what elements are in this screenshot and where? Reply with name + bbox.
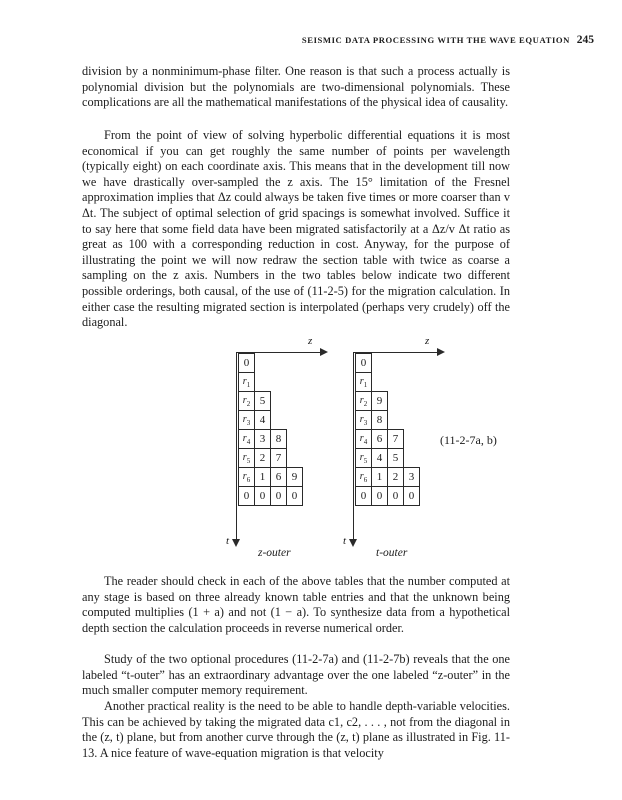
- table-row: [239, 411, 303, 430]
- empty-cell: [255, 373, 271, 392]
- table-row: [239, 449, 303, 468]
- table-cell: 0: [356, 354, 372, 373]
- running-title: SEISMIC DATA PROCESSING WITH THE WAVE EQUATION: [301, 35, 570, 45]
- table-cell: 8: [271, 430, 287, 449]
- table-row: [239, 430, 303, 449]
- paragraph-4: Study of the two optional procedures (11-2-7a) and (11-2-7b) reveals that the one labeled “t-outer” has an extraordinary advantage over the one labeled “z-outer” in the much smaller computer memory requirement.: [82, 652, 510, 698]
- caption-z-outer: z-outer: [258, 547, 291, 559]
- table-cell: 7: [271, 449, 287, 468]
- equation-label: (11-2-7a, b): [440, 433, 497, 447]
- t-axis-label-b: t: [343, 535, 347, 547]
- empty-cell: [404, 392, 420, 411]
- empty-cell: [404, 373, 420, 392]
- table-row: [239, 468, 303, 487]
- table-cell: 0: [255, 487, 271, 506]
- empty-cell: [287, 354, 303, 373]
- table-cell: $r_4$: [356, 430, 372, 449]
- table-cell: 3: [404, 468, 420, 487]
- t-axis-arrow-a: [232, 539, 240, 547]
- empty-cell: [271, 411, 287, 430]
- table-cell: $r_6$: [239, 468, 255, 487]
- table-cell: $r_1$: [356, 373, 372, 392]
- z-outer-table: [238, 353, 303, 506]
- table-cell: $r_2$: [239, 392, 255, 411]
- table-cell: 2: [255, 449, 271, 468]
- t-axis-b: [353, 352, 354, 540]
- paragraph-5: Another practical reality is the need to be able to handle depth-variable velocities. This can be achieved by taking the migrated data c1, c2, . . . , not from the diagonal in the (z, t) plane, but from another curve through the (z, t) plane as illustrated in Fig. 11-13. A nice feature of wave-equation migration is that velocity: [82, 699, 510, 760]
- empty-cell: [271, 354, 287, 373]
- z-axis-label-b: z: [425, 335, 430, 347]
- table-cell: 0: [388, 487, 404, 506]
- empty-cell: [404, 430, 420, 449]
- table-cell: 3: [255, 430, 271, 449]
- paragraph-1: division by a nonminimum-phase filter. One reason is that such a process actually is polynomial division but the polynomials are two-dimensional polynomials. These complications are all the mathematical manifestations of the physical idea of causality.: [82, 64, 510, 110]
- table-row: [356, 449, 420, 468]
- empty-cell: [287, 449, 303, 468]
- table-cell: $r_3$: [356, 411, 372, 430]
- table-cell: 7: [388, 430, 404, 449]
- z-axis-arrow-b: [437, 348, 445, 356]
- empty-cell: [287, 430, 303, 449]
- table-cell: 6: [372, 430, 388, 449]
- table-cell: 5: [388, 449, 404, 468]
- table-cell: 0: [271, 487, 287, 506]
- empty-cell: [404, 449, 420, 468]
- table-row: [356, 411, 420, 430]
- empty-cell: [388, 373, 404, 392]
- empty-cell: [271, 373, 287, 392]
- table-cell: $r_3$: [239, 411, 255, 430]
- empty-cell: [388, 411, 404, 430]
- empty-cell: [287, 392, 303, 411]
- empty-cell: [255, 354, 271, 373]
- table-cell: 0: [356, 487, 372, 506]
- empty-cell: [287, 373, 303, 392]
- table-cell: 4: [255, 411, 271, 430]
- table-cell: 5: [255, 392, 271, 411]
- empty-cell: [287, 411, 303, 430]
- table-row: [356, 468, 420, 487]
- table-row: [356, 373, 420, 392]
- table-cell: $r_5$: [239, 449, 255, 468]
- table-cell: $r_4$: [239, 430, 255, 449]
- t-axis-arrow-b: [349, 539, 357, 547]
- table-cell: $r_5$: [356, 449, 372, 468]
- table-row: [239, 373, 303, 392]
- running-header: [0, 34, 594, 46]
- table-cell: 9: [372, 392, 388, 411]
- table-cell: $r_1$: [239, 373, 255, 392]
- empty-cell: [372, 354, 388, 373]
- empty-cell: [404, 354, 420, 373]
- table-row: [239, 354, 303, 373]
- empty-cell: [404, 411, 420, 430]
- table-cell: 6: [271, 468, 287, 487]
- table-row: [356, 487, 420, 506]
- figure-migration-tables: [0, 335, 622, 567]
- t-axis-label-a: t: [226, 535, 230, 547]
- t-outer-table: [355, 353, 420, 506]
- table-cell: 0: [404, 487, 420, 506]
- z-axis-arrow-a: [320, 348, 328, 356]
- table-cell: 1: [372, 468, 388, 487]
- z-axis-label-a: z: [308, 335, 313, 347]
- table-cell: 9: [287, 468, 303, 487]
- table-cell: 1: [255, 468, 271, 487]
- table-row: [239, 392, 303, 411]
- empty-cell: [388, 392, 404, 411]
- caption-t-outer: t-outer: [376, 547, 408, 559]
- table-cell: $r_2$: [356, 392, 372, 411]
- empty-cell: [271, 392, 287, 411]
- table-cell: 0: [287, 487, 303, 506]
- table-cell: 0: [239, 354, 255, 373]
- table-row: [356, 392, 420, 411]
- table-cell: 8: [372, 411, 388, 430]
- page-number: 245: [576, 34, 594, 46]
- paragraph-3: The reader should check in each of the above tables that the number computed at any stage is based on three already known table entries and that the unknown being computed multiplies (1 + a) and not (1 − a). To synthesize data from a hypothetical depth section the calculation proceeds in reverse numerical order.: [82, 574, 510, 635]
- paragraph-2: From the point of view of solving hyperbolic differential equations it is most economical if you can get roughly the same number of points per wavelength (typically eight) on each coordinate axis. This means that in the development till now we have drastically over-sampled the z axis. The 15° limitation of the Fresnel approximation implies that Δz could always be taken five times or more coarser than v Δt. The subject of optimal selection of grid spacings is somewhat involved. Suffice it to say here that some field data have been migrated satisfactorily at a Δz/v Δt ratio as great as 100 with a corresponding reduction in cost. Anyway, for the purpose of illustrating the point we will now redraw the section table with twice as coarse a sampling on the z axis. Numbers in the two tables below indicate two different possible orderings, both causal, of the use of (11-2-5) for the migration calculation. In either case the resulting migrated section is interpolated (perhaps very crudely) off the diagonal.: [82, 128, 510, 330]
- table-cell: $r_6$: [356, 468, 372, 487]
- t-axis-a: [236, 352, 237, 540]
- table-row: [356, 430, 420, 449]
- table-row: [239, 487, 303, 506]
- table-row: [356, 354, 420, 373]
- table-cell: 0: [239, 487, 255, 506]
- table-cell: 0: [372, 487, 388, 506]
- table-cell: 2: [388, 468, 404, 487]
- empty-cell: [388, 354, 404, 373]
- table-cell: 4: [372, 449, 388, 468]
- empty-cell: [372, 373, 388, 392]
